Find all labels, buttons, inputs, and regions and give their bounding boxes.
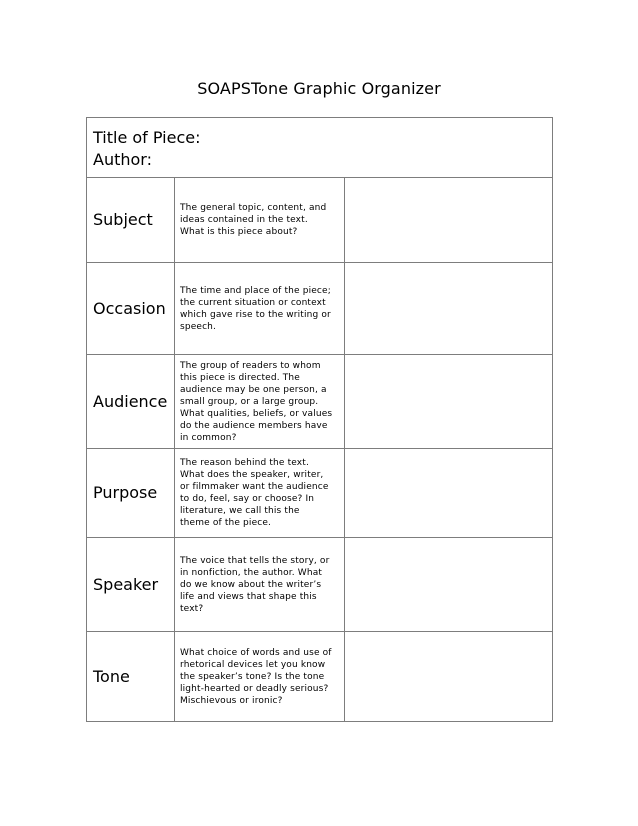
table-row-occasion	[87, 263, 552, 355]
row-description-speaker: The voice that tells the story, or in nonfiction, the author. What do we know about the writer’s life and views that shape this text?	[180, 555, 330, 614]
soapstone-table	[86, 117, 553, 722]
row-label-cell	[87, 355, 175, 448]
title-of-piece-label: Title of Piece:	[93, 128, 201, 147]
row-description-cell	[175, 178, 345, 262]
row-description-subject: The general topic, content, and ideas contained in the text. What is this piece about?	[180, 203, 327, 237]
author-label: Author:	[93, 150, 152, 169]
row-description-tone: What choice of words and use of rhetorical devices let you know the speaker’s tone? Is the tone light-hearted or deadly serious? Mischievous or ironic?	[180, 647, 332, 706]
answer-cell-audience[interactable]	[345, 355, 552, 448]
table-row-audience	[87, 355, 552, 449]
answer-cell-subject[interactable]	[345, 178, 552, 262]
row-label-speaker: Speaker	[93, 574, 159, 594]
row-description-cell	[175, 632, 345, 721]
row-label-audience: Audience	[93, 391, 168, 411]
piece-info-header	[87, 118, 552, 178]
row-label-cell	[87, 632, 175, 721]
page-title: SOAPSTone Graphic Organizer	[197, 79, 441, 98]
row-label-purpose: Purpose	[93, 483, 158, 502]
row-label-cell	[87, 538, 175, 631]
table-row-speaker	[87, 538, 552, 632]
row-description-purpose: The reason behind the text. What does the speaker, writer, or filmmaker want the audience to do, feel, say or choose? In literature, we call this the theme of the piece.	[180, 458, 329, 528]
row-description-occasion: The time and place of the piece; the current situation or context which gave rise to the writing or speech.	[180, 285, 331, 332]
row-label-cell	[87, 178, 175, 262]
row-description-cell	[175, 538, 345, 631]
row-description-cell	[175, 449, 345, 537]
row-label-subject: Subject	[93, 210, 153, 229]
row-label-cell	[87, 449, 175, 537]
row-label-occasion: Occasion	[93, 298, 166, 318]
row-description-cell	[175, 355, 345, 448]
row-description-cell	[175, 263, 345, 354]
row-label-cell	[87, 263, 175, 354]
row-label-tone: Tone	[93, 666, 130, 686]
answer-cell-speaker[interactable]	[345, 538, 552, 631]
table-row-purpose	[87, 449, 552, 538]
answer-cell-occasion[interactable]	[345, 263, 552, 354]
answer-cell-purpose[interactable]	[345, 449, 552, 537]
answer-cell-tone[interactable]	[345, 632, 552, 721]
table-row-subject	[87, 178, 552, 263]
table-row-tone	[87, 632, 552, 721]
row-description-audience: The group of readers to whom this piece is directed. The audience may be one person, a small group, or a large group. What qualities, beliefs, or values do the audience members have in common?	[180, 360, 333, 443]
